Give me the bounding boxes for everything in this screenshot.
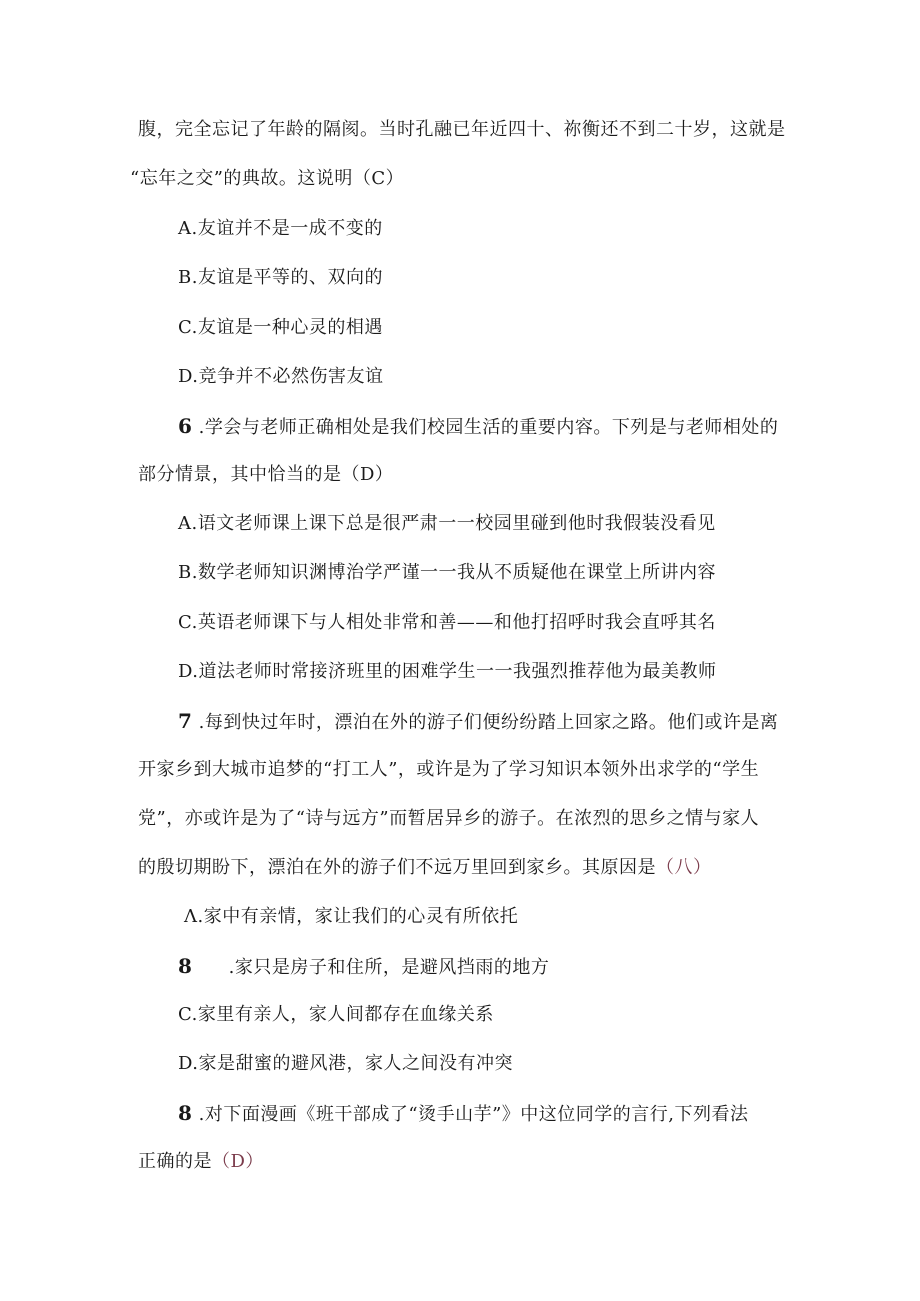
answer-mark: （八） xyxy=(656,857,712,878)
paragraph-line xyxy=(138,463,393,487)
option-d xyxy=(178,1052,513,1076)
question-number: 8 xyxy=(178,1101,193,1125)
question-8 xyxy=(178,1101,749,1127)
option-text: D.竞争并不必然伤害友谊 xyxy=(178,366,384,387)
option-text: A.友谊并不是一成不变的 xyxy=(178,218,383,239)
question-text: .对下面漫画《班干部成了“烫手山芋”》中这位同学的言行,下列看法 xyxy=(198,1104,749,1125)
line-text: 部分情景，其中恰当的是（D） xyxy=(138,464,394,485)
question-number: 6 xyxy=(178,414,193,438)
line-text: 党”，亦或许是为了“诗与远方”而暂居异乡的游子。在浓烈的思乡之情与家人 xyxy=(138,808,760,829)
line-text: “忘年之交”的典故。这说明（C） xyxy=(130,168,405,189)
option-a xyxy=(178,217,383,241)
answer-mark: （D） xyxy=(212,1151,264,1172)
option-b xyxy=(178,954,549,980)
option-text: D.家是甜蜜的避风港，家人之间没有冲突 xyxy=(178,1053,514,1074)
line-text: 开家乡到大城市追梦的“打工人”，或许是为了学习知识本领外出求学的“学生 xyxy=(138,759,760,780)
option-text: D.道法老师时常接济班里的困难学生一一我强烈推荐他为最美教师 xyxy=(178,661,717,682)
paragraph-line xyxy=(138,118,786,142)
question-text: .学会与老师正确相处是我们校园生活的重要内容。下列是与老师相处的 xyxy=(198,417,779,438)
option-c xyxy=(178,316,383,340)
option-text: C.英语老师课下与人相处非常和善——和他打招呼时我会直呼其名 xyxy=(178,612,716,633)
paragraph-line xyxy=(138,807,759,831)
line-text: 正确的是 xyxy=(138,1151,212,1172)
paragraph-line xyxy=(130,167,404,191)
option-a xyxy=(184,905,518,929)
option-text: A.语文老师课上课下总是很严肃一一校园里碰到他时我假装没看见 xyxy=(178,513,716,534)
option-text: .家只是房子和住所，是避风挡雨的地方 xyxy=(228,957,550,978)
line-text: 腹，完全忘记了年龄的隔阂。当时孔融已年近四十、祢衡还不到二十岁，这就是 xyxy=(138,119,786,140)
option-d xyxy=(178,660,717,684)
option-b xyxy=(178,266,383,290)
option-d xyxy=(178,365,384,389)
paragraph-line xyxy=(138,1150,264,1174)
option-text: C.友谊是一种心灵的相遇 xyxy=(178,317,383,338)
question-6 xyxy=(178,414,778,440)
option-text: B.数学老师知识渊博治学严谨一一我从不质疑他在课堂上所讲内容 xyxy=(178,562,716,583)
option-number: 8 xyxy=(178,954,193,978)
option-text: B.友谊是平等的、双向的 xyxy=(178,267,383,288)
question-7 xyxy=(178,709,778,735)
option-c xyxy=(178,611,716,635)
option-c xyxy=(178,1003,494,1027)
paragraph-line xyxy=(138,856,712,880)
paragraph-line xyxy=(138,758,759,782)
question-text: .每到快过年时，漂泊在外的游子们便纷纷踏上回家之路。他们或许是离 xyxy=(198,712,779,733)
question-number: 7 xyxy=(178,709,193,733)
option-text: Λ.家中有亲情，家让我们的心灵有所依托 xyxy=(184,906,519,927)
option-b xyxy=(178,561,716,585)
line-text: 的殷切期盼下，漂泊在外的游子们不远万里回到家乡。其原因是 xyxy=(138,857,656,878)
option-a xyxy=(178,512,716,536)
option-text: C.家里有亲人，家人间都存在血缘关系 xyxy=(178,1004,494,1025)
